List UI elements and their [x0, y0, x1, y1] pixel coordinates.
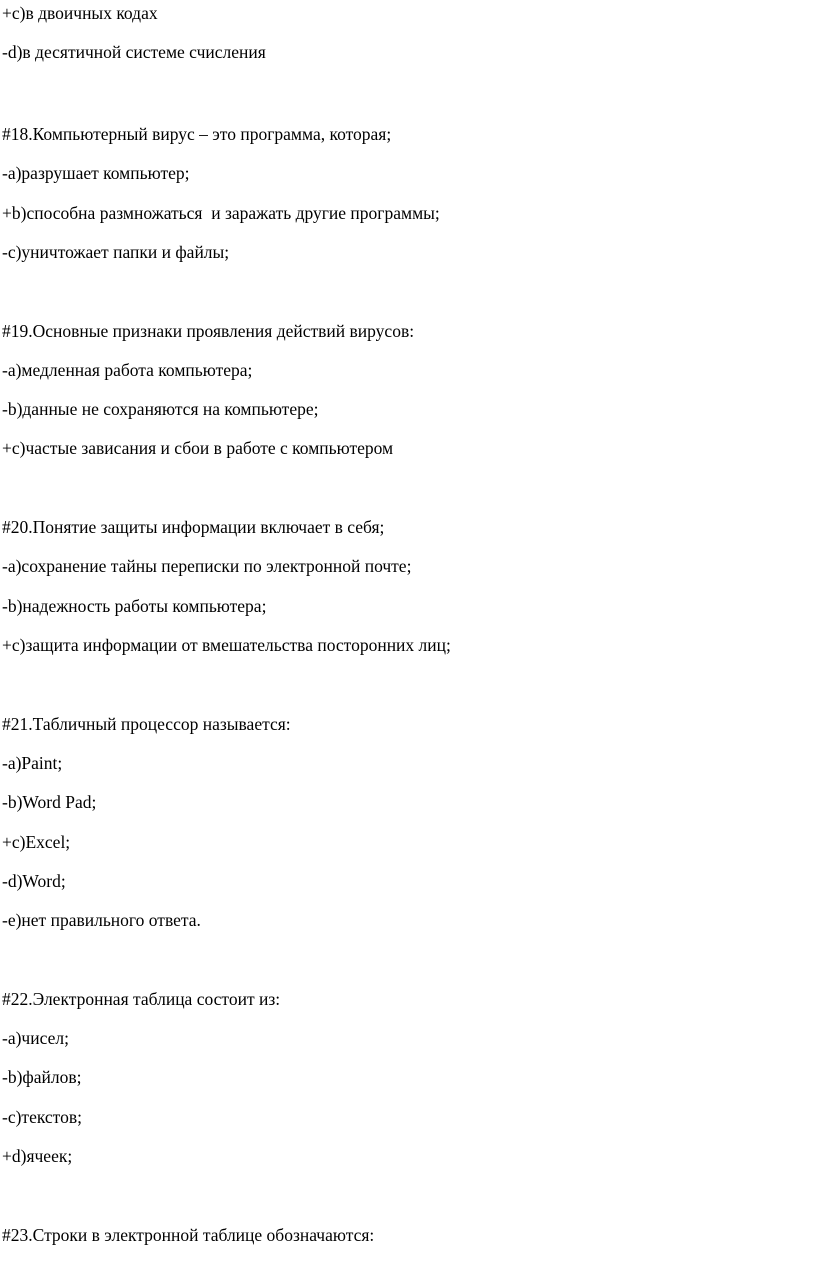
answer-option: -d)Word;	[2, 871, 66, 891]
answer-option: -a)Paint;	[2, 753, 63, 773]
question-18-title: #18.Компьютерный вирус – это программа, которая;	[2, 124, 392, 144]
question-22-title: #22.Электронная таблица состоит из:	[2, 989, 281, 1009]
answer-option: -a)сохранение тайны переписки по электронной почте;	[2, 556, 412, 576]
answer-option: +c)защита информации от вмешательства посторонних лиц;	[2, 635, 451, 655]
answer-option: +c)в двоичных кодах	[2, 3, 158, 23]
answer-option: -a)медленная работа компьютера;	[2, 360, 253, 380]
answer-option: -b)Word Pad;	[2, 792, 97, 812]
answer-option: +d)ячеек;	[2, 1146, 73, 1166]
answer-option: -b)надежность работы компьютера;	[2, 596, 267, 616]
question-20-title: #20.Понятие защиты информации включает в себя;	[2, 517, 385, 537]
answer-option: +c)Excel;	[2, 832, 71, 852]
answer-option: -b)данные не сохраняются на компьютере;	[2, 399, 319, 419]
answer-option: -a)разрушает компьютер;	[2, 163, 190, 183]
answer-option: -e)нет правильного ответа.	[2, 910, 201, 930]
answer-option: -c)текстов;	[2, 1107, 82, 1127]
question-21-title: #21.Табличный процессор называется:	[2, 714, 291, 734]
question-23-title: #23.Строки в электронной таблице обозначаются:	[2, 1225, 375, 1245]
answer-option: -d)в десятичной системе счисления	[2, 42, 266, 62]
question-19-title: #19.Основные признаки проявления действий вирусов:	[2, 321, 415, 341]
answer-option: +c)частые зависания и сбои в работе с компьютером	[2, 438, 394, 458]
answer-option: +b)способна размножаться и заражать другие программы;	[2, 203, 440, 223]
answer-option: -b)файлов;	[2, 1067, 82, 1087]
answer-option: -c)уничтожает папки и файлы;	[2, 242, 230, 262]
answer-option: -a)чисел;	[2, 1028, 69, 1048]
